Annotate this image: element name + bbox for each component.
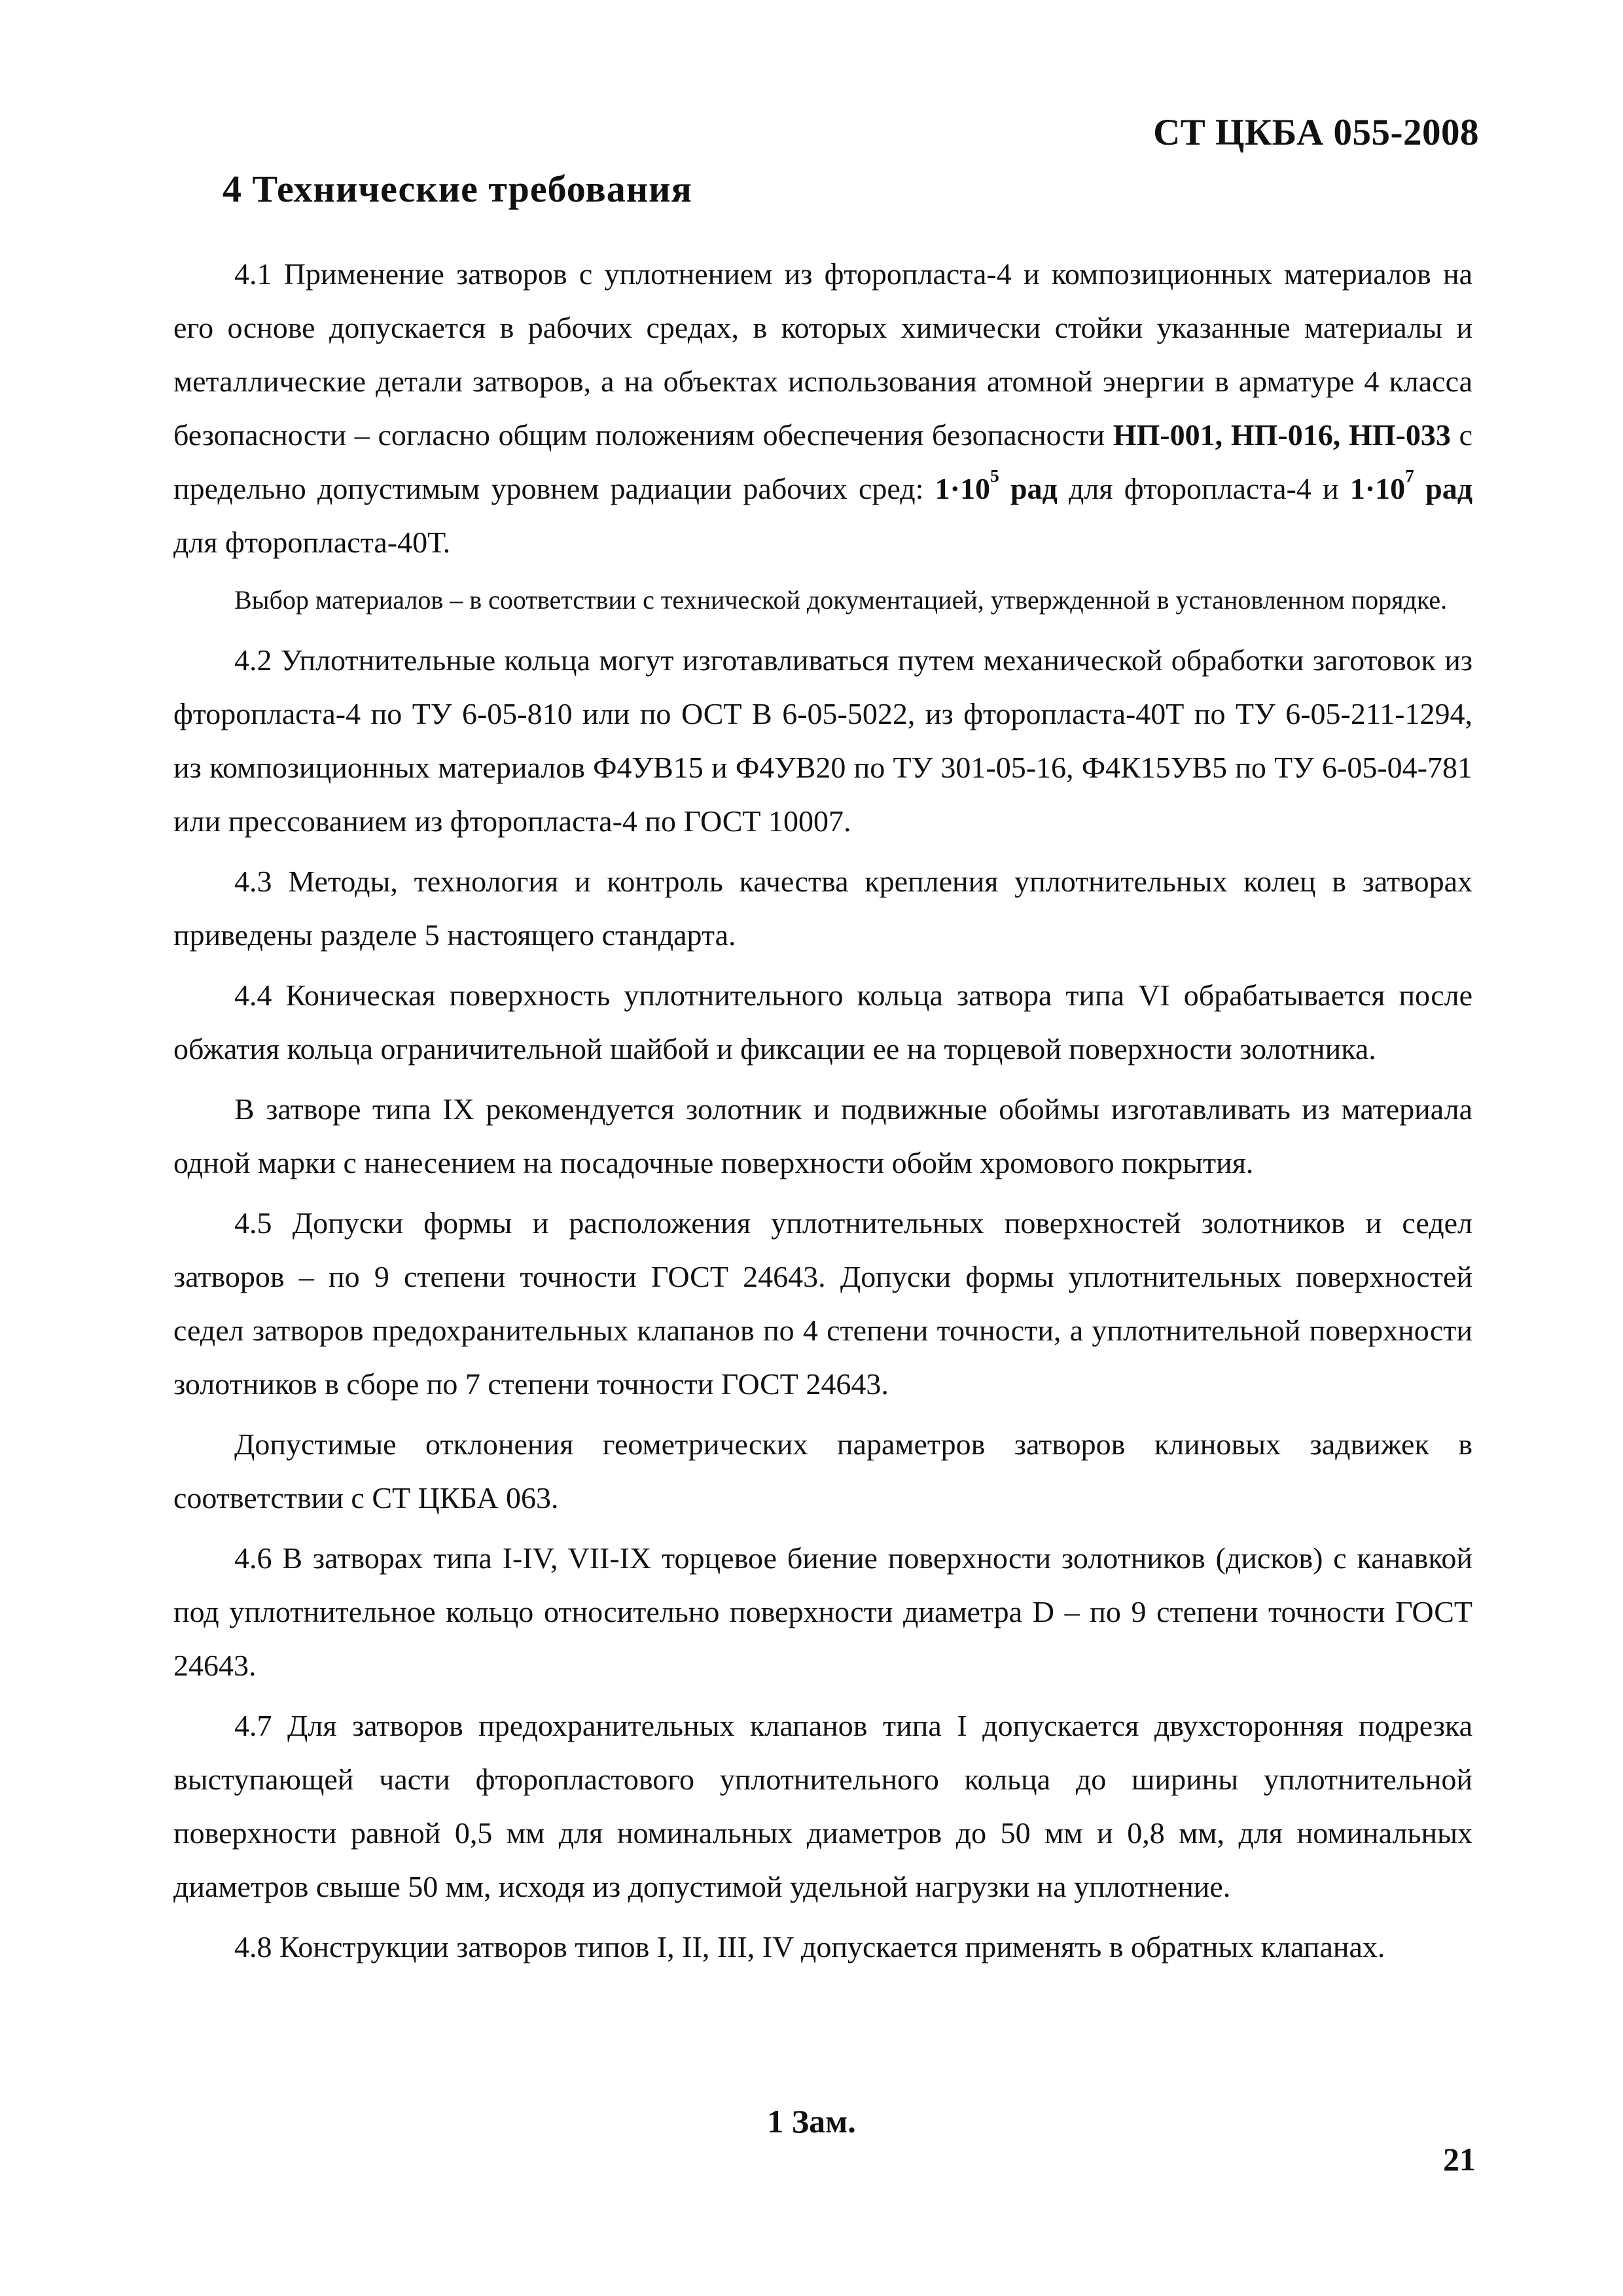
paragraph-4-2: 4.2 Уплотнительные кольца могут изготавливаться путем механической обработки заготовок из фторопласта-4 по ТУ 6-05-810 или по ОСТ В 6-05-5022, из фторопласта-40Т по ТУ 6-05-211-1294, из композиционных материалов Ф4УВ15 и Ф4УВ20 по ТУ 301-05-16, Ф4К15УВ5 по ТУ 6-05-04-781 или прессованием из фторопласта-4 по ГОСТ 10007. [173, 643, 1472, 838]
standards-reference: НП-001, НП-016, НП-033 [1113, 418, 1451, 452]
page-number: 21 [1443, 2141, 1476, 2178]
dose-exponent: 5 [990, 465, 999, 486]
dose-base: 1·10 [1349, 472, 1406, 505]
document-body [173, 247, 1472, 1981]
document-code: СТ ЦКБА 055-2008 [1153, 112, 1479, 153]
radiation-dose-2 [1349, 465, 1472, 505]
paragraph-4-5-b: Допустимые отклонения геометрических параметров затворов клиновых задвижек в соответствии с СТ ЦКБА 063. [173, 1427, 1472, 1515]
dose-base: 1·10 [935, 472, 990, 505]
paragraph-4-8: 4.8 Конструкции затворов типов I, II, III, IV допускается применять в обратных клапанах. [234, 1930, 1385, 1964]
paragraph-4-1 [173, 247, 1472, 569]
paragraph-4-4: 4.4 Коническая поверхность уплотнительного кольца затвора типа VI обрабатывается после обжатия кольца ограничительной шайбой и фиксации ее на торцевой поверхности золотника. [173, 978, 1472, 1066]
paragraph-text: для фторопласта-4 и [1057, 472, 1350, 505]
dose-unit: рад [1414, 472, 1472, 505]
dose-unit: рад [999, 472, 1058, 505]
paragraph-text: с предельно допустимым уровнем радиации рабочих сред: [173, 418, 1472, 505]
section-title: 4 Технические требования [223, 168, 692, 210]
dose-exponent: 7 [1405, 465, 1414, 486]
paragraph-4-6: 4.6 В затворах типа I-IV, VII-IX торцевое биение поверхности золотников (дисков) с канавкой под уплотнительное кольцо относительно поверхности диаметра D – по 9 степени точности ГОСТ 24643. [173, 1541, 1472, 1682]
paragraph-4-7: 4.7 Для затворов предохранительных клапанов типа I допускается двухсторонняя подрезка выступающей части фторопластового уплотнительного кольца до ширины уплотнительной поверхности равной 0,5 мм для номинальных диаметров до 50 мм и 0,8 мм, для номинальных диаметров свыше 50 мм, исходя из допустимой удельной нагрузки на уплотнение. [173, 1709, 1472, 1903]
amendment-note: 1 Зам. [767, 2103, 856, 2140]
paragraph-4-1-note: Выбор материалов – в соответствии с технической документацией, утвержденной в установленном порядке. [234, 585, 1448, 615]
paragraph-text: 4.1 Применение затворов с уплотнением из фторопласта-4 и композиционных материалов на его основе допускается в рабочих средах, в которых химически стойки указанные материалы и металлические детали затворов, а на объектах использования атомной энергии в арматуре 4 класса безопасности – согласно общим положениям обеспечения безопасности [173, 257, 1472, 452]
paragraph-text: для фторопласта-40Т. [173, 526, 451, 559]
paragraph-4-5: 4.5 Допуски формы и расположения уплотнительных поверхностей золотников и седел затворов – по 9 степени точности ГОСТ 24643. Допуски формы уплотнительных поверхностей седел затворов предохранительных клапанов по 4 степени точности, а уплотнительной поверхности золотников в сборе по 7 степени точности ГОСТ 24643. [173, 1206, 1472, 1401]
paragraph-4-3: 4.3 Методы, технология и контроль качества крепления уплотнительных колец в затворах приведены разделе 5 настоящего стандарта. [173, 865, 1472, 952]
paragraph-4-4-b: В затворе типа IX рекомендуется золотник и подвижные обоймы изготавливать из материала одной марки с нанесением на посадочные поверхности обойм хромового покрытия. [173, 1092, 1472, 1179]
radiation-dose-1 [935, 465, 1058, 505]
